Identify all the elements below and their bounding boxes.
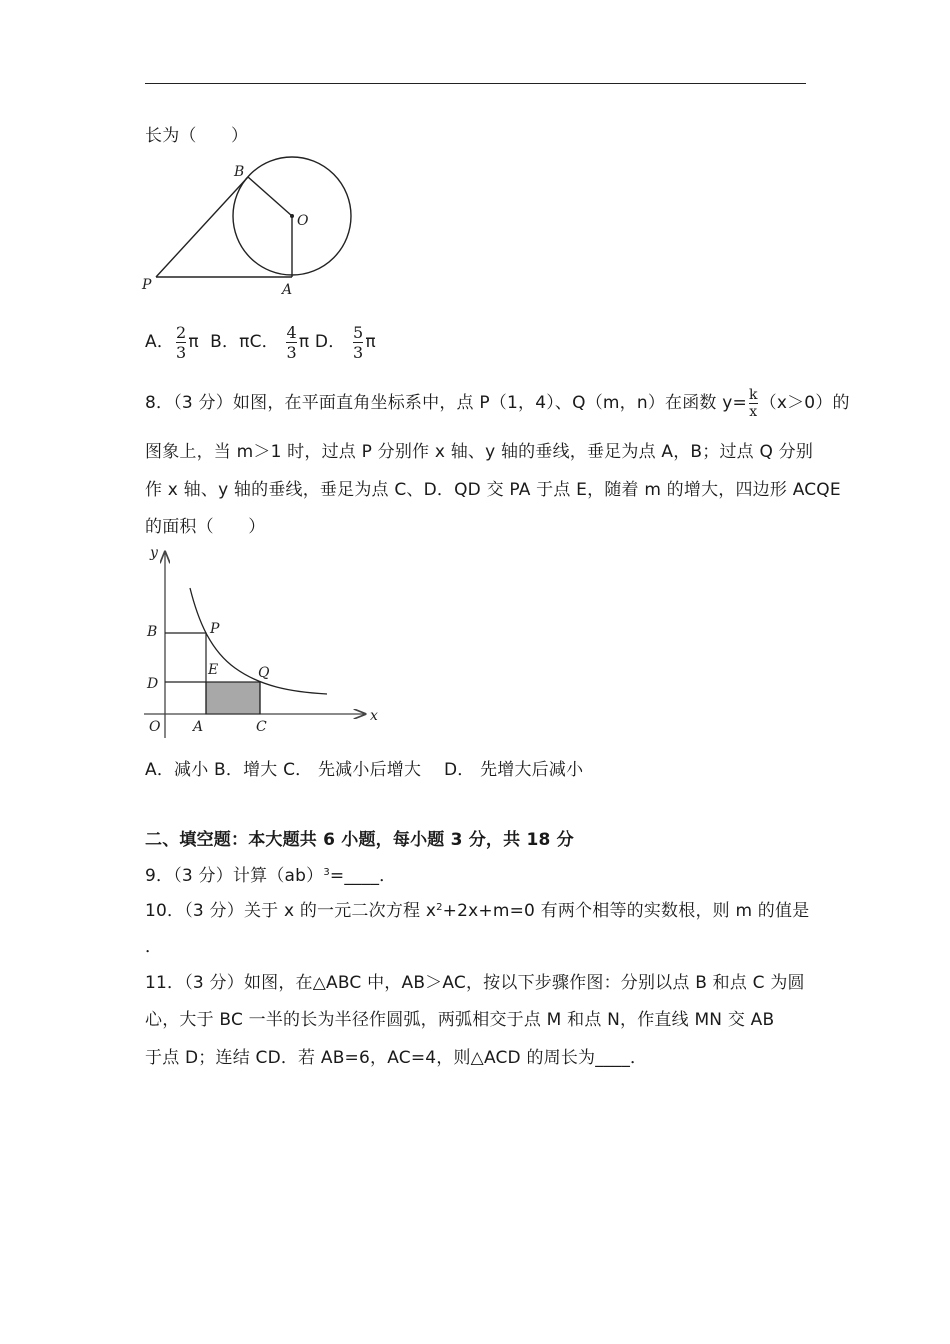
- label-p: P: [210, 621, 220, 637]
- pi-symbol: π: [365, 332, 376, 352]
- figure-circle-tangent: [138, 150, 363, 300]
- label-d: D: [147, 676, 159, 692]
- rect-p-lines: [165, 633, 206, 714]
- q10-line2: ．: [145, 937, 163, 957]
- label-o: O: [297, 213, 309, 229]
- q8-line1-end: （x＞0）的: [759, 393, 850, 413]
- q8-line3: 作 x 轴、y 轴的垂线，垂足为点 C、D．QD 交 PA 于点 E，随着 m 的增大，四边形 ACQE: [145, 480, 841, 500]
- label-p: P: [142, 277, 152, 293]
- header-rule: [145, 83, 806, 84]
- fraction-4-3: $\frac{4}{3}$: [286, 322, 297, 362]
- label-c: C: [256, 719, 267, 735]
- fraction-2-3: $\frac{2}{3}$: [176, 322, 187, 362]
- label-o: O: [149, 719, 161, 735]
- fraction-5-3: $\frac{5}{3}$: [353, 322, 364, 362]
- q11-line2: 心，大于 BC 一半的长为半径作圆弧，两弧相交于点 M 和点 N，作直线 MN 交 AB: [145, 1010, 775, 1030]
- q8-line1-start: 8．（3 分）如图，在平面直角坐标系中，点 P（1，4）、Q（m，n）在函数 y=: [145, 393, 747, 413]
- q7-tail-text: 长为（ ）: [145, 126, 249, 146]
- q8-options: A．减小 B．增大 C． 先减小后增大 D． 先增大后减小: [145, 760, 584, 780]
- label-a: A: [282, 282, 293, 298]
- q11-line1: 11．（3 分）如图，在△ABC 中，AB＞AC，按以下步骤作图：分别以点 B 和点 C 为圆: [145, 973, 805, 993]
- label-x: x: [370, 708, 378, 724]
- q11-line3: 于点 D；连结 CD．若 AB=6，AC=4，则△ACD 的周长为____．: [145, 1048, 648, 1068]
- figure-hyperbola: [140, 540, 390, 745]
- label-a: A: [193, 719, 204, 735]
- q8-line4: 的面积（ ）: [145, 517, 266, 537]
- q9-text: 9．（3 分）计算（ab）$^3$=____．: [145, 866, 397, 886]
- q10-line1: 10．（3 分）关于 x 的一元二次方程 $x^2+2x+m=0$ 有两个相等的实数根，则 m 的值是: [145, 901, 810, 921]
- label-b: B: [147, 624, 158, 640]
- option-d-label: D．: [314, 332, 346, 352]
- q8-line2: 图象上，当 m＞1 时，过点 P 分别作 x 轴、y 轴的垂线，垂足为点 A，B；过点 Q 分别: [145, 442, 814, 462]
- label-e: E: [208, 662, 219, 678]
- shaded-acqe: [206, 682, 260, 714]
- q7-options: [145, 322, 376, 362]
- pi-symbol: π: [188, 332, 199, 352]
- label-q: Q: [258, 665, 270, 681]
- option-b-c-label: B．πC．: [210, 332, 279, 352]
- fraction-k-over-x: $\frac{k}{x}$: [748, 386, 758, 420]
- option-a-label: A．: [145, 332, 175, 352]
- section-2-heading: 二、填空题：本大题共 6 小题，每小题 3 分，共 18 分: [145, 830, 574, 850]
- pi-symbol: π: [298, 332, 310, 352]
- center-o: [290, 214, 294, 218]
- label-b: B: [234, 164, 245, 180]
- radius-ob: [248, 177, 292, 216]
- q8-line1: [145, 384, 850, 422]
- label-y: y: [150, 545, 158, 561]
